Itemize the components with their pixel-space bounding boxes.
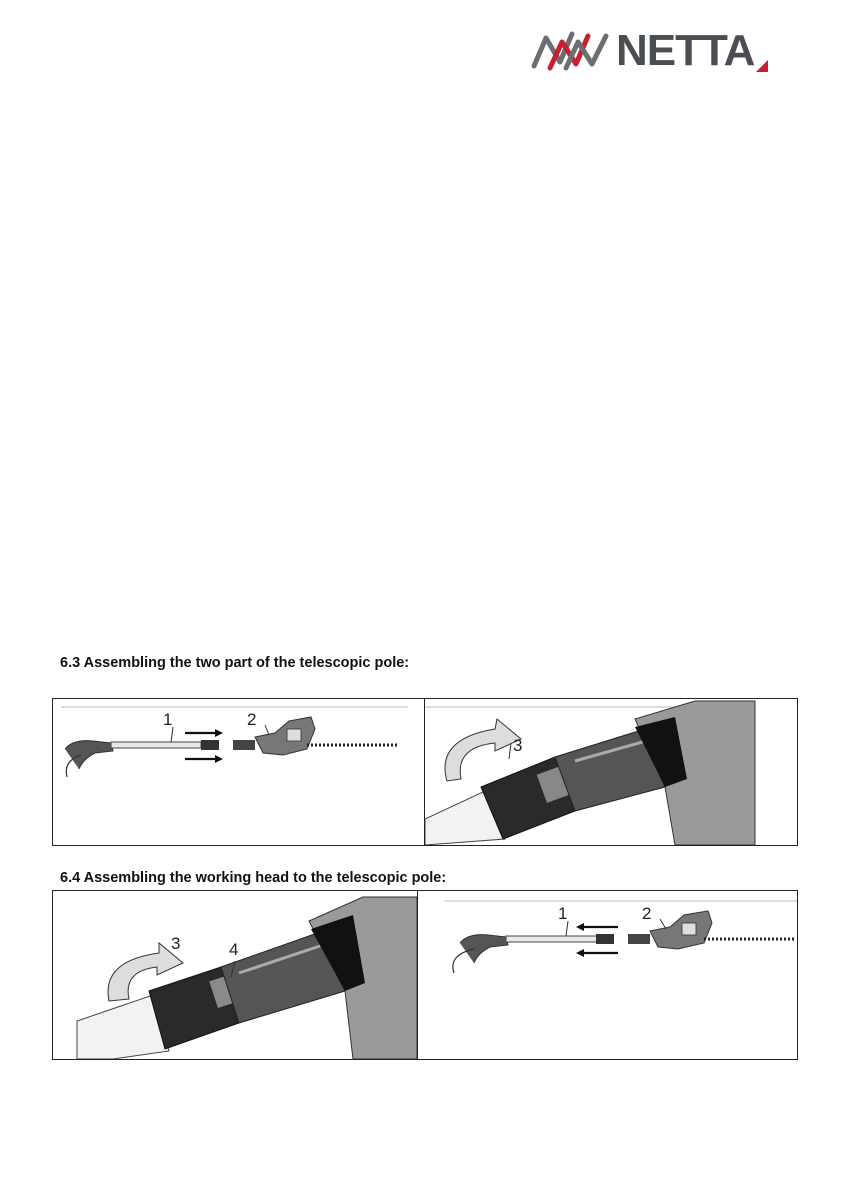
callout-1: 1 <box>558 904 568 923</box>
panel-pole-assembly <box>53 699 425 845</box>
brand-wordmark: NETTA <box>616 26 755 75</box>
section-6-3-title: 6.3 Assembling the two part of the telescopic pole: <box>60 655 410 671</box>
callout-3: 3 <box>171 934 181 953</box>
collar-rotation-illustration <box>425 699 797 845</box>
netta-logo-mark-icon <box>530 28 614 74</box>
panel-collar-rotation <box>425 699 797 845</box>
callout-3: 3 <box>513 736 523 755</box>
section-6-4-figure <box>52 890 798 1060</box>
assembly-pole-to-head-illustration <box>418 891 797 1059</box>
panel-head-assembly <box>418 891 797 1059</box>
callout-2: 2 <box>247 710 257 729</box>
collar-lock-illustration <box>53 891 417 1059</box>
assembly-pole-to-head-illustration <box>53 699 424 845</box>
brand-accent-mark <box>756 60 768 72</box>
panel-collar-lock <box>53 891 418 1059</box>
callout-1: 1 <box>163 710 173 729</box>
netta-logo <box>530 28 770 74</box>
section-6-3-figure <box>52 698 798 846</box>
callout-4: 4 <box>229 940 239 959</box>
callout-2: 2 <box>642 904 652 923</box>
section-6-4-title: 6.4 Assembling the working head to the telescopic pole: <box>60 870 447 886</box>
